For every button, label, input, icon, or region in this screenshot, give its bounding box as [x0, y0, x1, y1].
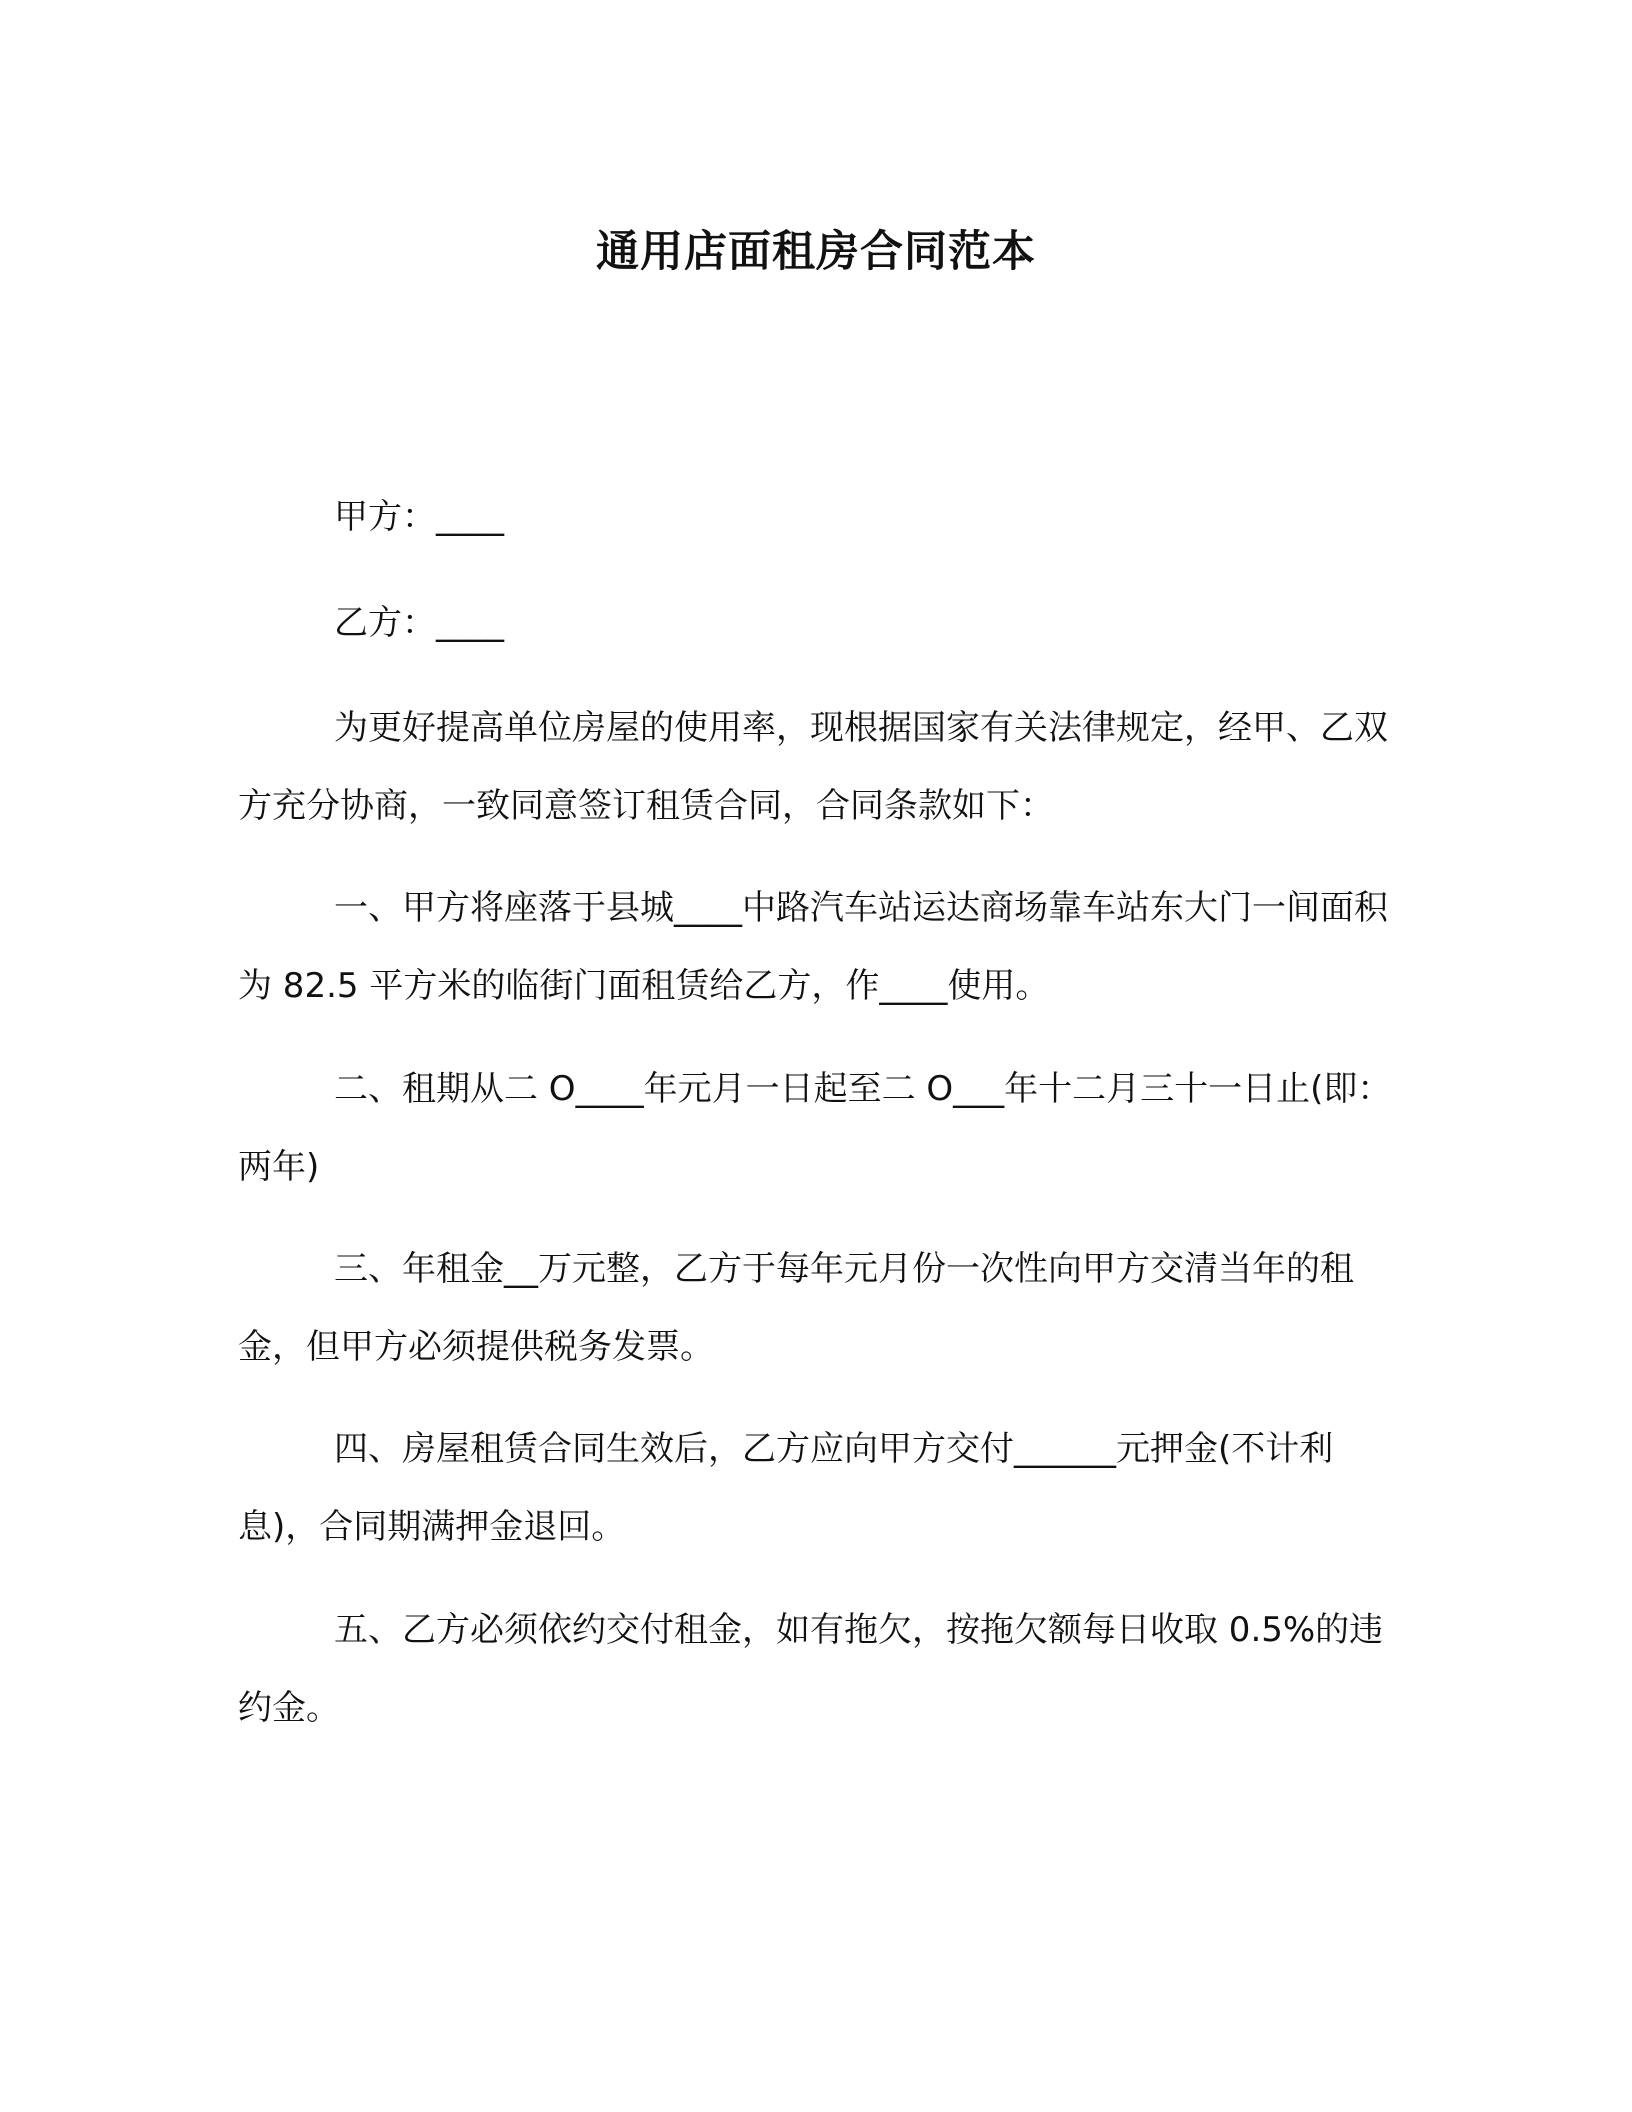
clause-1-paragraph: 一、甲方将座落于县城____中路汽车站运达商场靠车站东大门一间面积为 82.5 平方米的临街门面租赁给乙方，作____使用。: [238, 888, 1388, 1006]
clause-4-paragraph: 四、房屋租赁合同生效后，乙方应向甲方交付______元押金(不计利息)，合同期满押金退回。: [238, 1429, 1334, 1547]
clause-5-paragraph: 五、乙方必须依约交付租金，如有拖欠，按拖欠额每日收取 0.5%的违约金。: [238, 1610, 1384, 1728]
clause-3-paragraph: 三、年租金__万元整，乙方于每年元月份一次性向甲方交清当年的租金，但甲方必须提供税务发票。: [238, 1249, 1354, 1367]
document-title: 通用店面租房合同范本: [596, 227, 1036, 277]
preamble-paragraph: 为更好提高单位房屋的使用率，现根据国家有关法律规定，经甲、乙双方充分协商，一致同意签订租赁合同，合同条款如下：: [238, 708, 1388, 826]
party-a-line: 甲方：____: [334, 497, 504, 537]
party-b-line: 乙方：____: [334, 603, 504, 643]
clause-2-paragraph: 二、租期从二 O____年元月一日起至二 O___年十二月三十一日止(即：两年): [238, 1069, 1392, 1187]
